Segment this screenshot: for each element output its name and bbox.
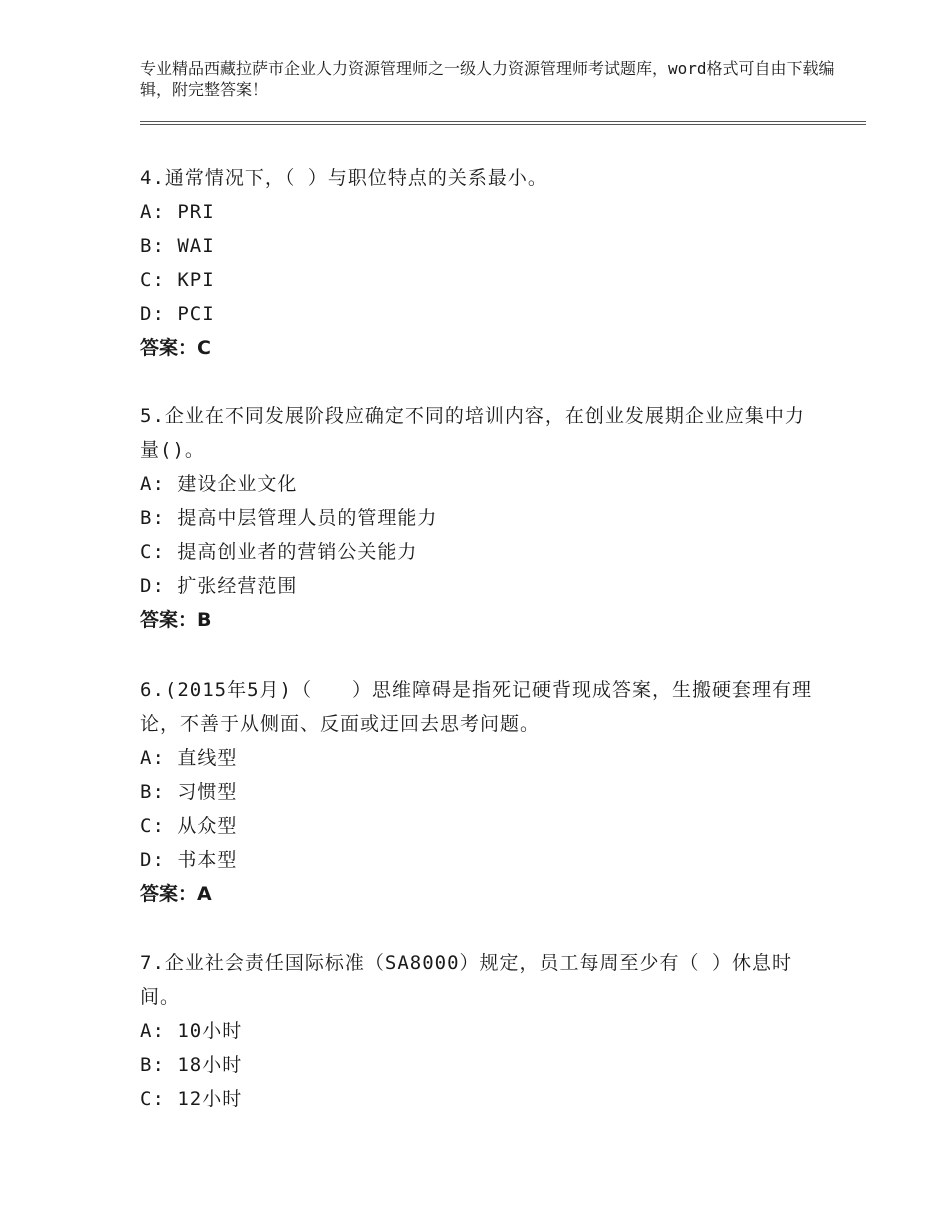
option-b: B: 提高中层管理人员的管理能力 xyxy=(140,507,438,529)
option-d: D: 书本型 xyxy=(140,849,238,871)
option-c: C: KPI xyxy=(140,269,215,291)
option-d: D: 扩张经营范围 xyxy=(140,575,298,597)
question-stem: 7.企业社会责任国际标准（SA8000）规定，员工每周至少有（ ）休息时间。 xyxy=(140,952,792,1008)
option-a: A: 建设企业文化 xyxy=(140,473,298,495)
option-b: B: 18小时 xyxy=(140,1054,243,1076)
answer-label: 答案：A xyxy=(140,883,212,905)
option-b: B: 习惯型 xyxy=(140,781,238,803)
option-b: B: WAI xyxy=(140,235,215,257)
question-stem: 6.(2015年5月)（ ）思维障碍是指死记硬背现成答案，生搬硬套理有理论，不善于从侧面、反面或迂回去思考问题。 xyxy=(140,679,812,735)
question-7 xyxy=(140,946,820,1116)
header-divider-bottom xyxy=(140,124,866,125)
option-d: D: PCI xyxy=(140,303,215,325)
option-a: A: PRI xyxy=(140,201,215,223)
option-a: A: 10小时 xyxy=(140,1020,243,1042)
option-a: A: 直线型 xyxy=(140,747,238,769)
question-5 xyxy=(140,399,820,637)
answer-label: 答案：C xyxy=(140,337,211,359)
answer-label: 答案：B xyxy=(140,609,212,631)
question-6 xyxy=(140,673,820,911)
question-4 xyxy=(140,161,820,365)
option-c: C: 12小时 xyxy=(140,1088,243,1110)
option-c: C: 提高创业者的营销公关能力 xyxy=(140,541,418,563)
question-stem: 4.通常情况下，（ ）与职位特点的关系最小。 xyxy=(140,167,548,189)
question-stem: 5.企业在不同发展阶段应确定不同的培训内容，在创业发展期企业应集中力量()。 xyxy=(140,405,805,461)
option-c: C: 从众型 xyxy=(140,815,238,837)
document-header: 专业精品西藏拉萨市企业人力资源管理师之一级人力资源管理师考试题库，word格式可自由下载编辑，附完整答案！ xyxy=(140,59,835,99)
header-divider-top xyxy=(140,121,866,122)
